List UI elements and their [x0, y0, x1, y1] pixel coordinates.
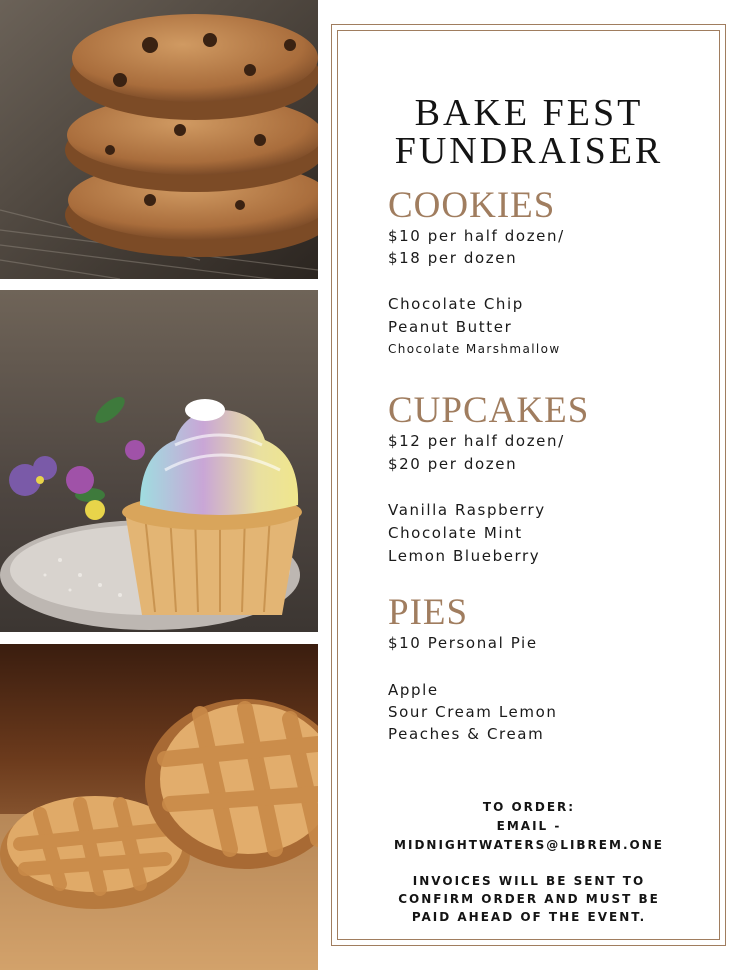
cookie-flavor: Peanut Butter	[388, 318, 513, 336]
invoice-note-line: CONFIRM ORDER AND MUST BE	[398, 892, 660, 906]
pie-flavor: Apple	[388, 681, 439, 699]
pies-photo	[0, 644, 318, 970]
title-line-2: FUNDRAISER	[394, 130, 664, 172]
cookies-price-2: $18 per dozen	[388, 249, 518, 267]
order-heading: TO ORDER:	[482, 800, 576, 814]
cupcake-photo	[0, 290, 318, 632]
cupcake-flavor: Lemon Blueberry	[388, 547, 541, 565]
pies-heading: PIES	[388, 592, 469, 633]
cupcake-flavor: Vanilla Raspberry	[388, 501, 546, 519]
invoice-note-line: PAID AHEAD OF THE EVENT.	[411, 910, 647, 924]
cupcake-flavor: Chocolate Mint	[388, 524, 523, 542]
order-email-label: EMAIL -	[496, 819, 562, 833]
cookie-flavor: Chocolate Chip	[388, 295, 524, 313]
cupcakes-price-1: $12 per half dozen/	[388, 432, 565, 450]
pie-flavor: Sour Cream Lemon	[388, 703, 558, 721]
cookie-flavor: Chocolate Marshmallow	[388, 342, 561, 356]
cupcakes-price-2: $20 per dozen	[388, 455, 518, 473]
cookies-price-1: $10 per half dozen/	[388, 227, 565, 245]
invoice-note-line: INVOICES WILL BE SENT TO	[412, 874, 646, 888]
cookies-photo	[0, 0, 318, 279]
cupcakes-heading: CUPCAKES	[388, 390, 590, 431]
title-line-1: BAKE FEST	[414, 92, 644, 134]
cookies-heading: COOKIES	[388, 185, 556, 226]
order-email-address[interactable]: MIDNIGHTWATERS@LIBREM.ONE	[394, 838, 664, 852]
pie-flavor: Peaches & Cream	[388, 725, 545, 743]
pies-price: $10 Personal Pie	[388, 634, 538, 652]
